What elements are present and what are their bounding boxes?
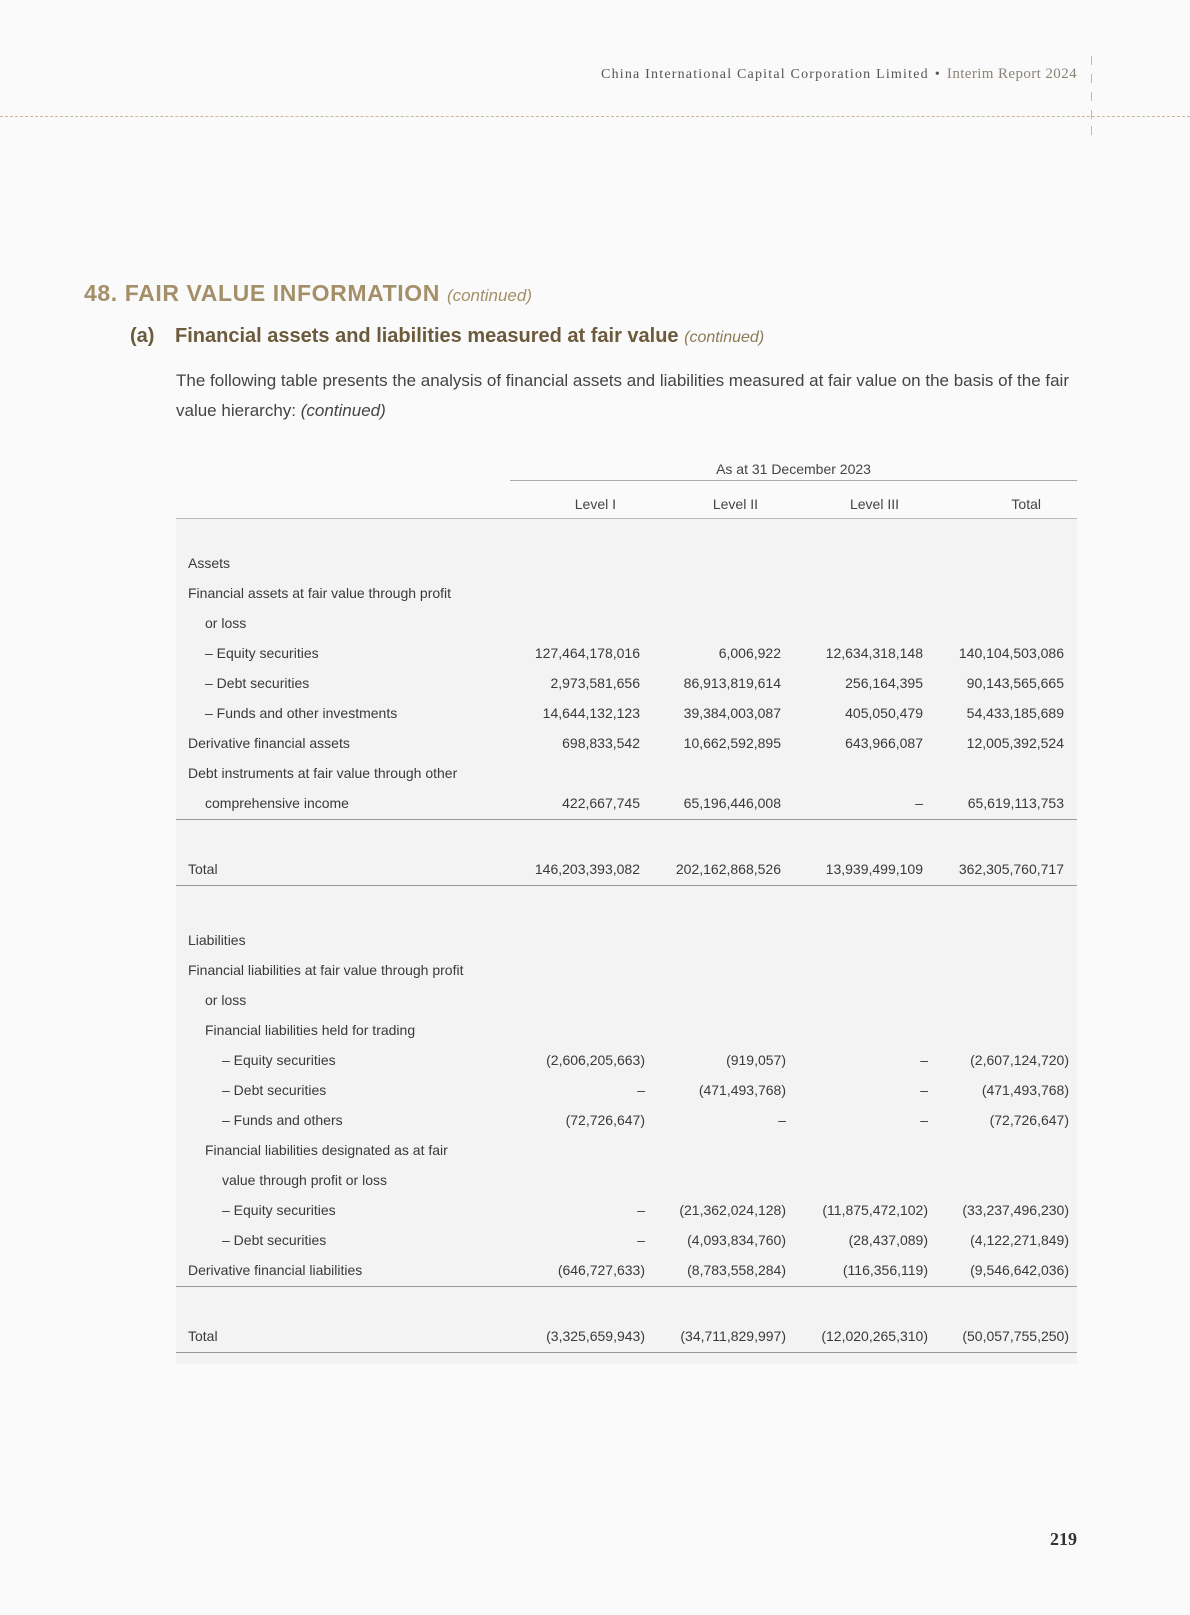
cell-level-3: (116,356,119) [842, 1262, 928, 1278]
header-divider [0, 116, 1190, 117]
subsection-title [130, 325, 764, 348]
intro-text: The following table presents the analysis of financial assets and liabilities measured at fair value on the basis of the fair value hierarchy: [176, 371, 1069, 420]
cell-total: (9,546,642,036) [970, 1262, 1069, 1278]
crop-mark [1091, 56, 1092, 65]
header-separator: • [934, 67, 941, 82]
row-label: value through profit or loss [222, 1172, 387, 1188]
table-row [176, 729, 1077, 759]
table-row [176, 1226, 1077, 1256]
cell-total: (471,493,768) [981, 1082, 1069, 1098]
row-label: Financial liabilities held for trading [205, 1022, 416, 1038]
row-label: Financial liabilities at fair value through profit [188, 962, 464, 978]
cell-level-2: (8,783,558,284) [687, 1262, 786, 1278]
cell-level-2: 39,384,003,087 [683, 705, 781, 721]
table-period-header: As at 31 December 2023 [510, 461, 1077, 481]
crop-mark [1091, 74, 1092, 83]
cell-level-1: 698,833,542 [562, 735, 640, 751]
cell-level-2: – [778, 1112, 786, 1128]
table-row [176, 1076, 1077, 1106]
cell-level-3: 405,050,479 [845, 705, 923, 721]
row-label: – Debt securities [205, 675, 310, 691]
subsection-title-text: Financial assets and liabilities measured at fair value [175, 325, 679, 347]
cell-level-1: 146,203,393,082 [534, 861, 640, 877]
cell-level-3: – [920, 1112, 928, 1128]
cell-level-3: 13,939,499,109 [825, 861, 923, 877]
table-row [176, 1046, 1077, 1076]
row-label: Total [188, 1328, 218, 1344]
row-label: or loss [205, 615, 247, 631]
row-label: – Debt securities [222, 1082, 327, 1098]
table-row [176, 1106, 1077, 1136]
col-header-total: Total [1011, 496, 1041, 512]
cell-total: 90,143,565,665 [966, 675, 1064, 691]
cell-total: 12,005,392,524 [966, 735, 1064, 751]
cell-total: (2,607,124,720) [970, 1052, 1069, 1068]
cell-level-3: (12,020,265,310) [821, 1328, 928, 1344]
crop-mark [1091, 126, 1092, 135]
row-label: Debt instruments at fair value through other [188, 765, 458, 781]
cell-total: 54,433,185,689 [966, 705, 1064, 721]
cell-total: (72,726,647) [989, 1112, 1069, 1128]
cell-total: 140,104,503,086 [958, 645, 1064, 661]
table-row [176, 579, 1077, 609]
section-title-text: 48. FAIR VALUE INFORMATION [84, 280, 440, 306]
table-row [176, 699, 1077, 729]
table-row [176, 549, 1077, 579]
cell-level-1: 422,667,745 [562, 795, 640, 811]
table-row [176, 1322, 1077, 1353]
table-column-headers [176, 496, 1077, 519]
cell-level-2: (4,093,834,760) [687, 1232, 786, 1248]
cell-level-1: 127,464,178,016 [534, 645, 640, 661]
cell-level-3: – [920, 1082, 928, 1098]
row-label: – Debt securities [222, 1232, 327, 1248]
cell-total: (50,057,755,250) [962, 1328, 1069, 1344]
table-row [176, 1256, 1077, 1287]
cell-level-2: 86,913,819,614 [683, 675, 781, 691]
row-label: – Equity securities [222, 1202, 336, 1218]
cell-level-1: – [637, 1232, 645, 1248]
running-header [601, 66, 1077, 83]
cell-level-3: 12,634,318,148 [825, 645, 923, 661]
cell-level-2: 65,196,446,008 [683, 795, 781, 811]
table-row [176, 926, 1077, 956]
cell-level-2: 202,162,868,526 [675, 861, 781, 877]
cell-level-1: (2,606,205,663) [546, 1052, 645, 1068]
table-row [176, 1166, 1077, 1196]
cell-total: (4,122,271,849) [970, 1232, 1069, 1248]
cell-level-1: 2,973,581,656 [550, 675, 640, 691]
cell-level-2: (34,711,829,997) [680, 1328, 786, 1344]
row-label: comprehensive income [205, 795, 349, 811]
row-label: – Equity securities [222, 1052, 336, 1068]
cell-level-1: (3,325,659,943) [546, 1328, 645, 1344]
cell-level-1: (72,726,647) [565, 1112, 645, 1128]
section-title [84, 280, 532, 307]
row-label: Financial liabilities designated as at fair [205, 1142, 448, 1158]
cell-level-1: 14,644,132,123 [542, 705, 640, 721]
table-row [176, 956, 1077, 986]
cell-level-2: 10,662,592,895 [683, 735, 781, 751]
cell-level-1: (646,727,633) [557, 1262, 645, 1278]
cell-level-3: (28,437,089) [848, 1232, 928, 1248]
table-row [176, 669, 1077, 699]
col-header-level-3: Level III [849, 496, 899, 512]
table-row [176, 639, 1077, 669]
table-row [176, 609, 1077, 639]
col-header-level-1: Level I [574, 496, 616, 512]
row-label: Total [188, 861, 218, 877]
cell-level-3: (11,875,472,102) [822, 1202, 928, 1218]
crop-mark [1091, 92, 1092, 101]
cell-level-3: 256,164,395 [845, 675, 923, 691]
subsection-label: (a) [130, 325, 155, 347]
table-row [176, 855, 1077, 886]
cell-level-1: – [637, 1082, 645, 1098]
cell-level-2: (919,057) [726, 1052, 786, 1068]
table-row [176, 1196, 1077, 1226]
row-label: Derivative financial assets [188, 735, 350, 751]
cell-level-2: 6,006,922 [718, 645, 781, 661]
intro-paragraph [176, 366, 1076, 426]
cell-level-2: (471,493,768) [698, 1082, 786, 1098]
cell-total: 65,619,113,753 [967, 795, 1064, 811]
row-label: – Equity securities [205, 645, 319, 661]
row-label: Assets [188, 555, 231, 571]
row-label: – Funds and other investments [205, 705, 398, 721]
table-row [176, 1016, 1077, 1046]
header-company: China International Capital Corporation Limited [601, 67, 929, 82]
row-label: or loss [205, 992, 247, 1008]
cell-level-2: (21,362,024,128) [679, 1202, 786, 1218]
header-report: Interim Report 2024 [946, 66, 1077, 82]
page-number: 219 [1050, 1529, 1077, 1549]
table-row [176, 1136, 1077, 1166]
cell-level-3: 643,966,087 [845, 735, 923, 751]
row-label: Derivative financial liabilities [188, 1262, 363, 1278]
crop-mark [1091, 110, 1092, 119]
table-row [176, 986, 1077, 1016]
cell-level-1: – [637, 1202, 645, 1218]
cell-level-3: – [920, 1052, 928, 1068]
table-row [176, 789, 1077, 820]
cell-total: 362,305,760,717 [958, 861, 1064, 877]
row-label: Liabilities [188, 932, 246, 948]
row-label: – Funds and others [222, 1112, 343, 1128]
cell-level-3: – [915, 795, 923, 811]
table-row [176, 759, 1077, 789]
col-header-level-2: Level II [712, 496, 758, 512]
subsection-continued: (continued) [684, 329, 765, 346]
cell-total: (33,237,496,230) [962, 1202, 1069, 1218]
row-label: Financial assets at fair value through profit [188, 585, 452, 601]
intro-continued: (continued) [300, 401, 386, 420]
section-continued: (continued) [446, 286, 532, 305]
